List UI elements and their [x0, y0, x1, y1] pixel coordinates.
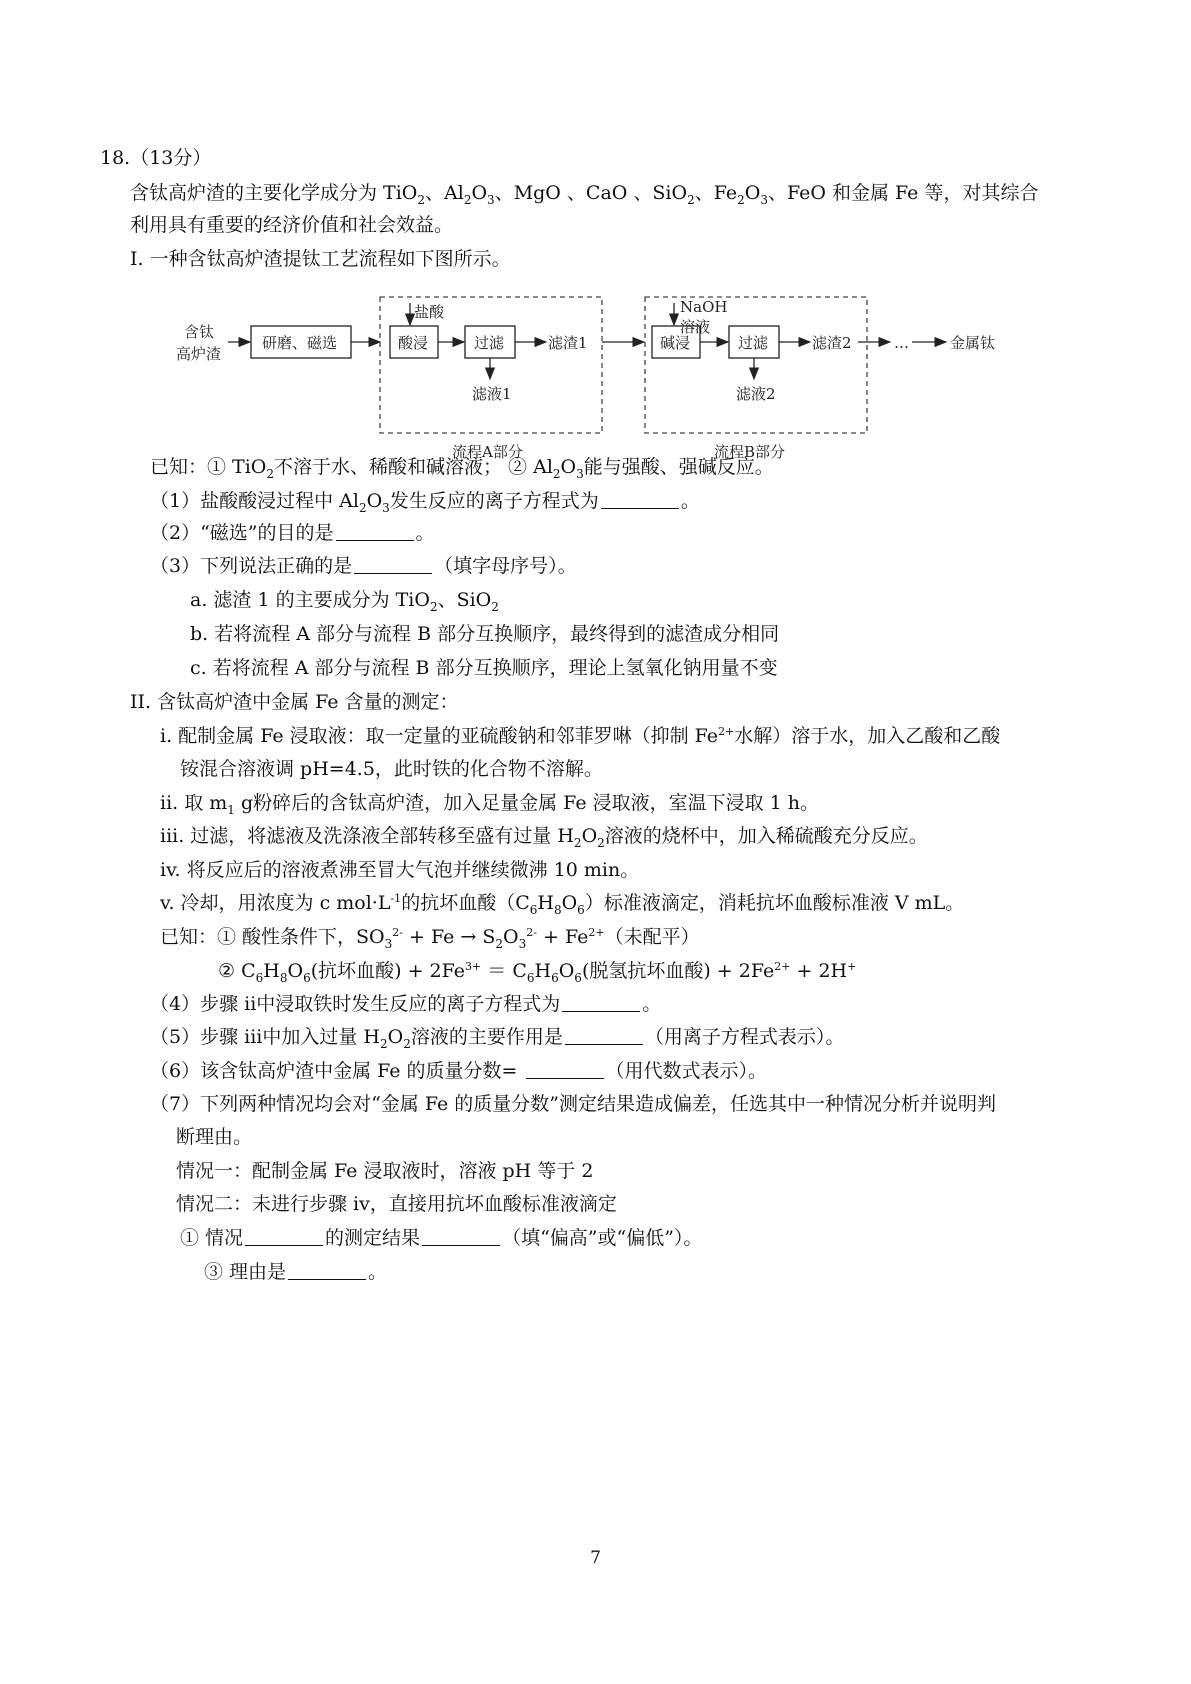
question-3: （3）下列说法正确的是 （填字母序号）。: [150, 555, 577, 577]
step-2: ii. 取 $m_1$ g粉碎后的含钛高炉渣，加入足量金属 Fe 浸取液，室温下浸取 1 h。: [160, 792, 820, 817]
answer-blank: [601, 490, 679, 509]
step-3: iii. 过滤，将滤液及洗涤液全部转移至盛有过量 $H_2O_2$溶液的烧杯中，加入稀硫酸充分反应。: [160, 825, 928, 850]
case-one: 情况一：配制金属 Fe 浸取液时，溶液 pH 等于 2: [176, 1160, 594, 1182]
flow-filtrate1: 滤液1: [472, 385, 512, 403]
step-4: iv. 将反应后的溶液煮沸至冒大气泡并继续微沸 10 min。: [160, 859, 640, 881]
option-a: a. 滤渣 1 的主要成分为 TiO$_2$、SiO$_2$: [190, 589, 499, 614]
answer-blank: [336, 522, 414, 541]
question-2: （2）“磁选”的目的是 。: [150, 522, 435, 544]
known-3: ② $C_6H_8O_6$(抗坏血酸) + $2Fe^{3+} = C_6H_6O_6$(脱氢抗坏血酸) + $2Fe^{2+} + 2H^+$: [218, 960, 857, 985]
flow-residue1: 滤渣1: [548, 334, 588, 352]
flow-part-a: 流程A部分: [452, 443, 523, 461]
answer-blank: [562, 993, 640, 1012]
question-5: （5）步骤 iii中加入过量 $H_2O_2$溶液的主要作用是 （用离子方程式表示）。: [150, 1026, 845, 1051]
flow-filtrate2: 滤液2: [736, 385, 776, 403]
flow-filter-b: 过滤: [738, 334, 769, 352]
intro-line-1: 含钛高炉渣的主要化学成分为 TiO$_2$、$Al_2O_3$、MgO 、CaO 、SiO$_2$、$Fe_2O_3$、FeO 和金属 Fe 等，对其综合: [130, 182, 1039, 207]
flow-naoh-top: NaOH: [680, 298, 728, 316]
question-7-line-1: （7）下列两种情况均会对“金属 Fe 的质量分数”测定结果造成偏差，任选其中一种情况分析并说明判: [150, 1093, 996, 1115]
question-7-part-2: ③ 理由是 。: [204, 1261, 388, 1283]
known-2: 已知：① 酸性条件下，$SO_3^{2-} + Fe \to S_2O_3^{2-} + Fe^{2+}$（未配平）: [160, 926, 700, 951]
flow-naoh-bottom: 溶液: [680, 318, 711, 336]
flow-input-bottom: 高炉渣: [176, 345, 222, 363]
flow-residue2: 滤渣2: [812, 334, 852, 352]
flow-alkali-leach: 碱浸: [660, 334, 691, 352]
question-1: （1）盐酸酸浸过程中 $Al_2O_3$发生反应的离子方程式为 。: [150, 490, 700, 515]
page-number: 7: [590, 1548, 601, 1568]
flow-filter-a: 过滤: [474, 334, 505, 352]
answer-blank: [422, 1227, 500, 1246]
question-number: 18.（13分）: [100, 147, 212, 169]
section-1-title: I. 一种含钛高炉渣提钛工艺流程如下图所示。: [130, 248, 511, 270]
answer-blank: [354, 555, 432, 574]
known-1: 已知：① TiO$_2$不溶于水、稀酸和碱溶液； ② $Al_2O_3$能与强酸、强碱反应。: [150, 456, 774, 481]
answer-blank: [565, 1026, 643, 1045]
case-two: 情况二：未进行步骤 iv，直接用抗坏血酸标准液滴定: [176, 1193, 617, 1215]
flow-grind: 研磨、磁选: [262, 334, 338, 352]
flow-product: 金属钛: [950, 334, 996, 352]
part-b-frame: [645, 297, 867, 433]
question-4: （4）步骤 ii中浸取铁时发生反应的离子方程式为 。: [150, 993, 662, 1015]
question-7-line-2: 断理由。: [176, 1126, 253, 1148]
flow-input-top: 含钛: [184, 323, 215, 341]
option-b: b. 若将流程 A 部分与流程 B 部分互换顺序，最终得到的滤渣成分相同: [190, 623, 780, 645]
intro-line-2: 利用具有重要的经济价值和社会效益。: [130, 214, 454, 236]
section-2-title: II. 含钛高炉渣中金属 Fe 含量的测定：: [130, 691, 459, 713]
answer-blank: [288, 1261, 366, 1280]
question-6: （6）该含钛高炉渣中金属 Fe 的质量分数= （用代数式表示）。: [150, 1060, 768, 1082]
flow-acid-leach: 酸浸: [398, 334, 429, 352]
answer-blank: [526, 1060, 604, 1079]
question-7-part-1: ① 情况 的测定结果 （填“偏高”或“偏低”）。: [180, 1227, 703, 1249]
flow-ellipsis: …: [894, 334, 909, 352]
flow-acid-reagent: 盐酸: [414, 303, 445, 321]
answer-blank: [245, 1227, 323, 1246]
step-5: v. 冷却，用浓度为 c $mol\cdot L^{-1}$的抗坏血酸$(C_6H_8O_6)$标准液滴定，消耗抗坏血酸标准液 V mL。: [160, 892, 965, 917]
option-c: c. 若将流程 A 部分与流程 B 部分互换顺序，理论上氢氧化钠用量不变: [190, 657, 778, 679]
process-flow-diagram: [168, 295, 1078, 470]
step-1-line-2: 铵混合溶液调 pH=4.5，此时铁的化合物不溶解。: [180, 758, 603, 780]
step-1-line-1: i. 配制金属 Fe 浸取液：取一定量的亚硫酸钠和邻菲罗啉（抑制 $Fe^{2+}$水解）溶于水，加入乙酸和乙酸: [160, 725, 1001, 747]
flow-part-b: 流程B部分: [714, 443, 786, 461]
